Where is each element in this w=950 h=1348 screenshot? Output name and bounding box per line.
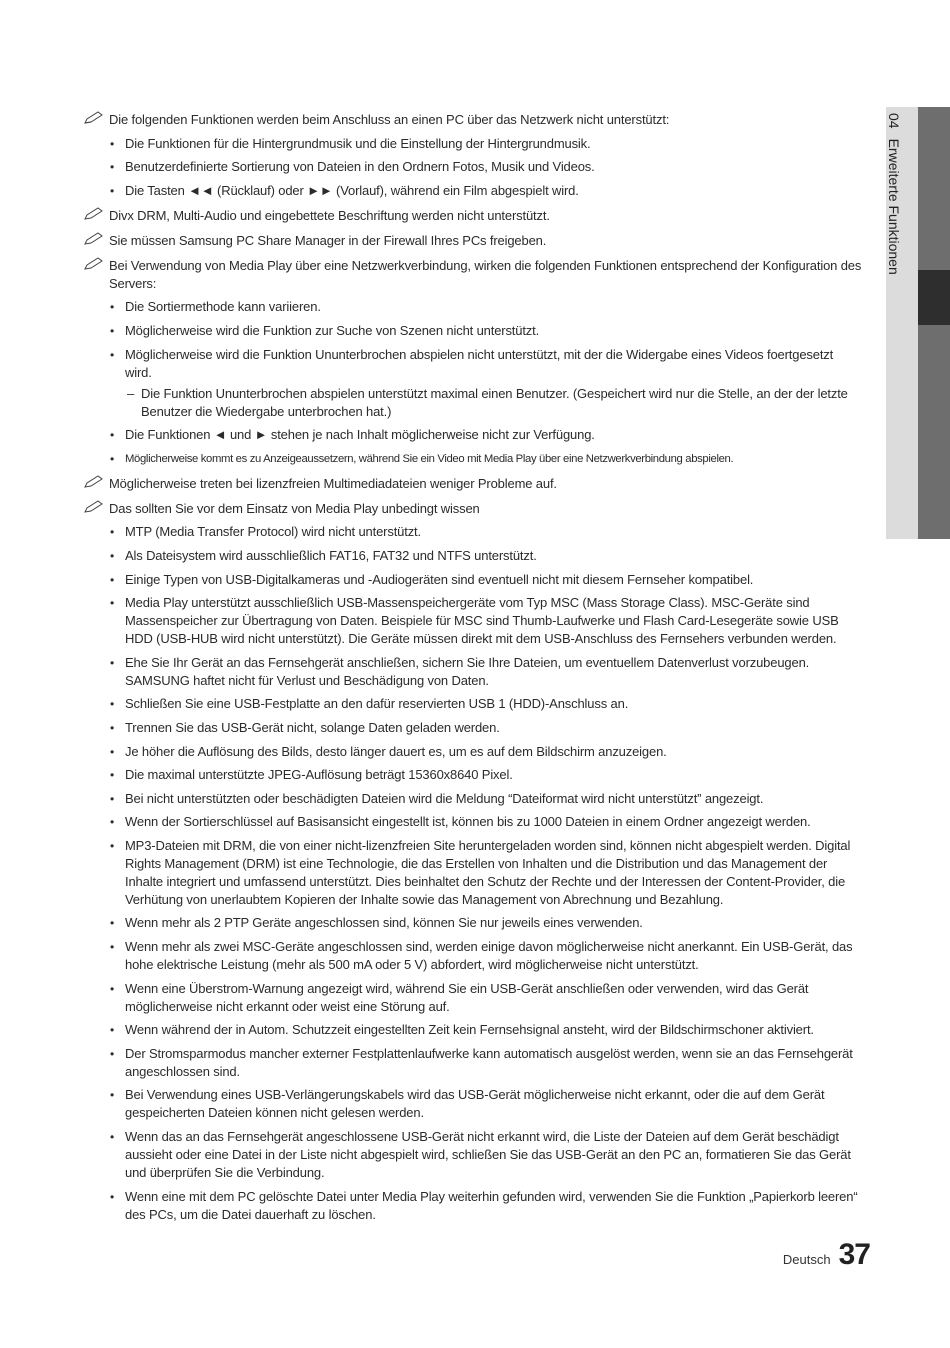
list-item (83, 1188, 863, 1224)
bullet-icon: • (110, 791, 115, 806)
bullet-list (83, 298, 863, 381)
list-item-text: Wenn der Sortierschlüssel auf Basisansicht eingestellt ist, können bis zu 1000 Dateien in einem Ordner angezeigt werden. (125, 814, 811, 830)
note (83, 257, 863, 293)
list-item (83, 813, 863, 831)
bullet-icon: • (110, 525, 115, 540)
list-item (83, 547, 863, 565)
list-item-text: Einige Typen von USB-Digitalkameras und -Audiogeräten sind eventuell nicht mit diesem Fernseher kompatibel. (125, 571, 754, 587)
list-item-text: Möglicherweise kommt es zu Anzeigeaussetzern, während Sie ein Video mit Media Play über eine Netzwerkverbindung abspielen. (125, 452, 734, 465)
note-pencil-icon (83, 111, 105, 125)
chapter-tab-marker (918, 270, 950, 325)
list-item-text: Trennen Sie das USB-Gerät nicht, solange Daten geladen werden. (125, 719, 500, 735)
list-item-text: Die Funktionen ◄ und ► stehen je nach Inhalt möglicherweise nicht zur Verfügung. (125, 427, 595, 443)
list-item (83, 766, 863, 784)
list-item-text: Je höher die Auflösung des Bilds, desto länger dauert es, um es auf dem Bildschirm anzuzeigen. (125, 743, 667, 759)
bullet-icon: • (110, 1046, 115, 1061)
list-item-text: MP3-Dateien mit DRM, die von einer nicht-lizenzfreien Site heruntergeladen worden sind, können nicht abgespielt werden. Digital Rights Management (DRM) ist eine Technologie, die das Erstellen von Inhalten und die Distribution und das Management der Inhalte integriert und umfassend unterstützt. Dies beinhaltet den Schutz der Rechte und der Interessen der Content-Provider, die Verhütung von unerlaubtem Kopieren der Inhalte sowie das Management von Abrechnung und Bezahlung. (125, 837, 851, 907)
chapter-tab-label (886, 113, 902, 275)
list-item-text: Wenn mehr als zwei MSC-Geräte angeschlossen sind, werden einige davon möglicherweise nicht anerkannt. Ein USB-Gerät, das hohe elektrische Leistung (mehr als 500 mA oder 5 V) abfordert, wird möglicherweise nicht unterstützt. (125, 939, 853, 973)
note (83, 207, 863, 225)
bullet-icon: • (110, 815, 115, 830)
bullet-icon: • (110, 697, 115, 712)
list-item (83, 182, 863, 200)
list-item (83, 1128, 863, 1182)
bullet-icon: • (110, 323, 115, 338)
list-item-text: Schließen Sie eine USB-Festplatte an den dafür reservierten USB 1 (HDD)-Anschluss an. (125, 696, 629, 712)
bullet-icon: • (110, 160, 115, 175)
bullet-icon: • (110, 300, 115, 315)
chapter-title: Erweiterte Funktionen (886, 138, 902, 275)
list-item-text: Bei nicht unterstützten oder beschädigten Dateien wird die Meldung “Dateiformat wird nicht unterstützt” angezeigt. (125, 790, 764, 806)
list-item (83, 1021, 863, 1039)
list-item (83, 938, 863, 974)
list-item (83, 1045, 863, 1081)
list-item-text: Die Sortiermethode kann variieren. (125, 299, 321, 315)
bullet-icon: • (110, 428, 115, 443)
bullet-icon: • (110, 1023, 115, 1038)
note-pencil-icon (83, 232, 105, 246)
bullet-icon: • (110, 451, 114, 466)
chapter-number: 04 (886, 113, 902, 129)
list-item (83, 571, 863, 589)
list-item (83, 135, 863, 153)
bullet-icon: • (110, 1088, 115, 1103)
note (83, 475, 863, 493)
list-item-text: Wenn eine Überstrom-Warnung angezeigt wird, während Sie ein USB-Gerät anschließen oder verwenden, wird das Gerät möglicherweise nicht erkannt oder weist eine Störung auf. (125, 980, 809, 1014)
list-item (83, 1086, 863, 1122)
list-item (83, 719, 863, 737)
bullet-list (83, 426, 863, 468)
list-item-text: Wenn das an das Fernsehgerät angeschlossene USB-Gerät nicht erkannt wird, die Liste der Dateien auf dem Gerät beschädigt aussieht oder eine Datei in der Liste nicht abgespielt wird, schließen Sie das USB-Gerät an den PC an, formatieren Sie das Gerät und überprüfen Sie die Verbindung. (125, 1129, 851, 1181)
note-text: Das sollten Sie vor dem Einsatz von Media Play unbedingt wissen (109, 500, 480, 516)
footer-language: Deutsch (782, 1252, 831, 1267)
bullet-icon: • (110, 981, 115, 996)
list-item-text: Media Play unterstützt ausschließlich USB-Massenspeichergeräte vom Typ MSC (Mass Storage Class). MSC-Geräte sind Massenspeicher zur Übertragung von Daten. Beispiele für MSC sind Thumb-Laufwerke und Flash Card-Lesegeräte sowie USB HDD (USB-HUB wird nicht unterstützt). Die Geräte müssen direkt mit dem USB-Anschluss des Fernsehers verbunden werden. (125, 595, 839, 647)
bullet-icon: • (110, 768, 115, 783)
bullet-icon: • (110, 596, 115, 611)
list-item (83, 346, 863, 382)
list-item-text: Wenn während der in Autom. Schutzzeit eingestellten Zeit kein Fernsehsignal ansteht, wird der Bildschirmschoner aktiviert. (125, 1022, 814, 1038)
list-item-text: Die Tasten ◄◄ (Rücklauf) oder ►► (Vorlauf), während ein Film abgespielt wird. (125, 182, 579, 198)
note (83, 111, 863, 129)
note-text: Divx DRM, Multi-Audio und eingebettete Beschriftung werden nicht unterstützt. (109, 207, 550, 223)
list-item (83, 158, 863, 176)
bullet-icon: • (110, 720, 115, 735)
list-item (83, 426, 863, 444)
note-pencil-icon (83, 207, 105, 221)
list-item-text: Wenn eine mit dem PC gelöschte Datei unter Media Play weiterhin gefunden wird, verwenden Sie die Funktion „Papierkorb leeren“ des PCs, um die Datei dauerhaft zu löschen. (125, 1188, 858, 1222)
note-text: Die folgenden Funktionen werden beim Anschluss an einen PC über das Netzwerk nicht unterstützt: (109, 112, 670, 127)
list-item-text: Ehe Sie Ihr Gerät an das Fernsehgerät anschließen, sichern Sie Ihre Dateien, um eventuellem Datenverlust vorzubeugen. SAMSUNG haftet nicht für Verlust und Beschädigung von Daten. (125, 654, 810, 688)
list-item-text: Wenn mehr als 2 PTP Geräte angeschlossen sind, können Sie nur jeweils eines verwenden. (125, 915, 643, 931)
list-item (83, 322, 863, 340)
bullet-icon: • (110, 347, 115, 362)
note (83, 232, 863, 250)
bullet-icon: • (110, 655, 115, 670)
list-item-text: Als Dateisystem wird ausschließlich FAT16, FAT32 und NTFS unterstützt. (125, 547, 537, 563)
list-item (83, 298, 863, 316)
list-item (83, 523, 863, 541)
note-text: Möglicherweise treten bei lizenzfreien Multimediadateien weniger Probleme auf. (109, 475, 557, 491)
list-item (83, 450, 863, 468)
list-item-text: Möglicherweise wird die Funktion zur Suche von Szenen nicht unterstützt. (125, 322, 540, 338)
bullet-icon: • (110, 838, 115, 853)
bullet-icon: • (110, 940, 115, 955)
bullet-icon: • (110, 1130, 115, 1145)
list-item-text: Die maximal unterstützte JPEG-Auflösung beträgt 15360x8640 Pixel. (125, 767, 513, 783)
note-pencil-icon (83, 257, 105, 271)
page-footer (783, 1238, 870, 1272)
list-item (83, 790, 863, 808)
list-item-text: Die Funktionen für die Hintergrundmusik und die Einstellung der Hintergrundmusik. (125, 135, 591, 151)
list-item-text: MTP (Media Transfer Protocol) wird nicht unterstützt. (125, 524, 421, 540)
bullet-icon: • (110, 548, 115, 563)
note-pencil-icon (83, 475, 105, 489)
list-item (83, 743, 863, 761)
bullet-icon: • (110, 183, 115, 198)
note-text: Bei Verwendung von Media Play über eine Netzwerkverbindung, wirken die folgenden Funktionen entsprechend der Konfiguration des Servers: (109, 257, 862, 291)
bullet-list (83, 523, 863, 1223)
bullet-icon: • (110, 1189, 115, 1204)
list-item (83, 980, 863, 1016)
list-item (83, 837, 863, 909)
bullet-list (83, 135, 863, 200)
dash-icon: – (127, 385, 135, 401)
main-content (83, 104, 863, 1224)
list-item (83, 695, 863, 713)
list-item (83, 654, 863, 690)
sub-list-item-text: Die Funktion Ununterbrochen abspielen unterstützt maximal einen Benutzer. (Gespeichert wird nur die Stelle, an der der letzte Benutzer die Wiedergabe unterbrochen hat.) (141, 385, 848, 419)
bullet-icon: • (110, 572, 115, 587)
list-item-text: Benutzerdefinierte Sortierung von Dateien in den Ordnern Fotos, Musik und Videos. (125, 159, 595, 175)
page-number: 37 (838, 1238, 870, 1271)
note (83, 500, 863, 518)
bullet-icon: • (110, 916, 115, 931)
list-item-text: Der Stromsparmodus mancher externer Festplattenlaufwerke kann automatisch ausgelöst werden, wenn sie an das Fernsehgerät angeschlossen sind. (125, 1045, 853, 1079)
bullet-icon: • (110, 744, 115, 759)
note-text: Sie müssen Samsung PC Share Manager in der Firewall Ihres PCs freigeben. (109, 232, 547, 248)
list-item-text: Bei Verwendung eines USB-Verlängerungskabels wird das USB-Gerät möglicherweise nicht erkannt, oder die auf dem Gerät gespeicherten Dateien können nicht gelesen werden. (125, 1087, 825, 1121)
list-item (83, 594, 863, 648)
sub-list-item (83, 385, 863, 421)
list-item (83, 914, 863, 932)
note-pencil-icon (83, 500, 105, 514)
bullet-icon: • (110, 136, 115, 151)
list-item-text: Möglicherweise wird die Funktion Ununterbrochen abspielen nicht unterstützt, mit der die Widergabe eines Videos foertgesetzt wird. (125, 346, 834, 380)
